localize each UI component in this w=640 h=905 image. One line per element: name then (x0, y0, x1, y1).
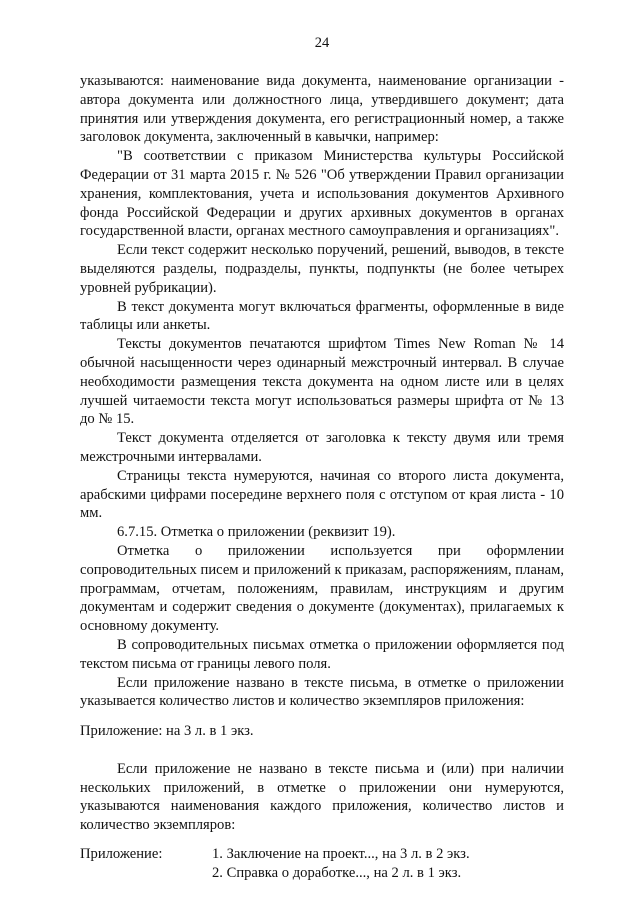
paragraph-continuation: указываются: наименование вида документа, наименование организации - автора документа или должностного лица, утвердившего документ; дата принятия или утверждения документа, его регистрационный номер, а также заголовок документа, заключенный в кавычки, например: (80, 73, 564, 146)
paragraph-attachment-usage: Отметка о приложении используется при оформлении сопроводительных писем и приложений к приказам, распоряжениям, планам, программам, отчетам, положениям, правилам, инструкциям и другим документам и содержит сведения о документе (документах), прилагаемых к основному документу. (80, 542, 564, 635)
paragraph-page-numbering: Страницы текста нумеруются, начиная со второго листа документа, арабскими цифрами посередине верхнего поля с отступом от края листа - 10 мм. (80, 467, 564, 522)
attachment-item: 2. Справка о доработке..., на 2 л. в 1 экз. (212, 864, 462, 881)
attachment-items (212, 845, 470, 883)
page-number: 24 (314, 35, 330, 51)
paragraph-text-sections: Если текст содержит несколько поручений, решений, выводов, в тексте выделяются разделы, подразделы, пункты, подпункты (не более четырех уровней рубрикации). (80, 242, 564, 296)
paragraph-tables: В текст документа могут включаться фрагменты, оформленные в виде таблицы или анкеты. (80, 298, 564, 334)
attachment-example-single: Приложение: на 3 л. в 1 экз. (80, 723, 254, 740)
attachment-item: 1. Заключение на проект..., на 3 л. в 2 экз. (212, 846, 470, 863)
attachment-example-list (80, 845, 564, 883)
paragraph-attachment-placement: В сопроводительных письмах отметка о приложении оформляется под текстом письма от границы левого поля. (80, 636, 564, 672)
paragraph-title-spacing: Текст документа отделяется от заголовка к тексту двумя или тремя межстрочными интервалами. (80, 430, 564, 465)
paragraph-attachment-named: Если приложение названо в тексте письма, в отметке о приложении указывается количество листов и количество экземпляров приложения: (80, 674, 564, 710)
section-heading: 6.7.15. Отметка о приложении (реквизит 19). (117, 524, 396, 541)
paragraph-example-quote: "В соответствии с приказом Министерства культуры Российской Федерации от 31 марта 2015 г. № 526 "Об утверждении Правил организации хранения, комплектования, учета и использования документов Архивного фонда Российской Федерации и других архивных документов в органах государственной власти, органах местного самоуправления и организациях". (80, 148, 564, 240)
attachment-label: Приложение: (80, 846, 163, 863)
paragraph-font: Тексты документов печатаются шрифтом Times New Roman № 14 обычной насыщенности через одинарный межстрочный интервал. В случае необходимости размещения текста документа на одном листе или в целях лучшей читаемости текста могут использоваться размеры шрифта от № 13 до № 15. (80, 336, 564, 428)
paragraph-attachment-multiple: Если приложение не названо в тексте письма и (или) при наличии нескольких приложений, в отметке о приложении они нумеруются, указываются наименования каждого приложения, количество листов и количество экземпляров: (80, 760, 564, 834)
